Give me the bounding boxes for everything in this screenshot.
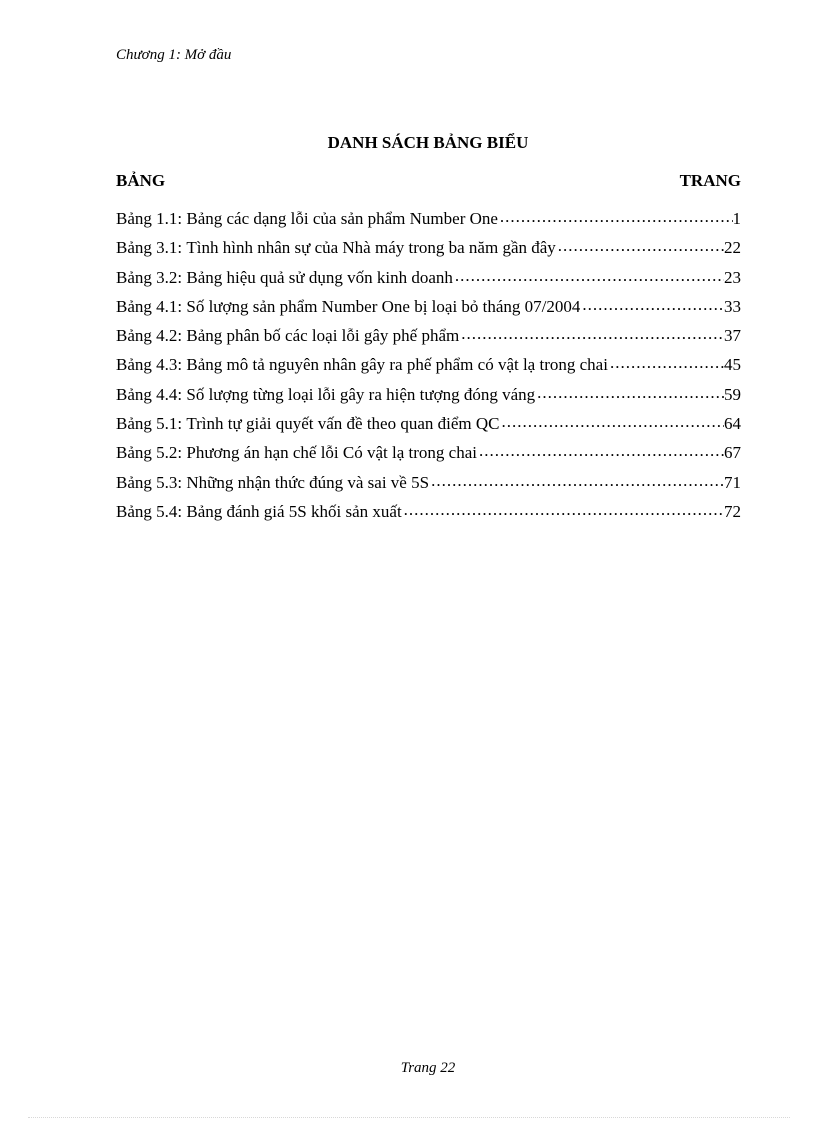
toc-entry[interactable]	[116, 207, 741, 236]
toc-entry-page: 33	[724, 296, 741, 316]
toc-entry[interactable]	[116, 236, 741, 265]
toc-entry[interactable]	[116, 471, 741, 500]
toc-entry[interactable]	[116, 383, 741, 412]
dot-leader	[429, 471, 724, 488]
toc-entry-label: Bảng 4.2:	[116, 326, 183, 346]
toc-entry-page: 72	[724, 501, 741, 521]
toc-entry-title: Số lượng sản phẩm Number One bị loại bỏ tháng 07/2004	[186, 296, 581, 316]
dot-leader	[459, 324, 724, 341]
dot-leader	[477, 441, 724, 458]
toc-entry[interactable]	[116, 441, 741, 470]
toc-entry-label: Bảng 1.1:	[116, 209, 183, 228]
toc-entry-label: Bảng 3.1:	[116, 238, 183, 258]
dot-leader	[498, 207, 733, 224]
page-bottom-divider	[28, 1117, 790, 1118]
dot-leader	[608, 353, 724, 370]
toc-entry-title: Số lượng từng loại lỗi gây ra hiện tượng đóng váng	[186, 384, 536, 404]
toc-entry[interactable]	[116, 500, 741, 529]
toc-entry-label: Bảng 4.4:	[116, 384, 183, 404]
toc-entry-title: Những nhận thức đúng và sai về 5S	[186, 472, 430, 492]
toc-entry-label: Bảng 4.1:	[116, 296, 183, 316]
toc-entry-title: Bảng phân bố các loại lỗi gây phế phẩm	[186, 326, 460, 346]
dot-leader	[402, 500, 724, 517]
toc-entry-title: Phương án hạn chế lỗi Có vật lạ trong chai	[186, 443, 477, 463]
toc-entry-label: Bảng 5.3:	[116, 472, 183, 492]
toc-entry-page: 37	[724, 326, 741, 346]
dot-leader	[556, 236, 724, 253]
toc-entry-label: Bảng 4.3:	[116, 355, 183, 375]
dot-leader	[500, 412, 725, 429]
toc-entry-page: 1	[732, 209, 741, 228]
toc-entry-page: 45	[724, 355, 741, 375]
toc-entry-label: Bảng 5.4:	[116, 501, 183, 521]
toc-entry[interactable]	[116, 353, 741, 382]
dot-leader	[453, 266, 724, 283]
dot-leader	[535, 383, 724, 400]
toc-entry[interactable]	[116, 412, 741, 441]
toc-entry-page: 64	[724, 414, 741, 434]
toc-entry-page: 22	[724, 238, 741, 258]
running-header: Chương 1: Mở đầu	[116, 47, 232, 63]
page-footer: Trang 22	[400, 1060, 456, 1076]
page-title: DANH SÁCH BẢNG BIỂU	[327, 133, 529, 152]
toc-entry-label: Bảng 3.2:	[116, 267, 183, 287]
toc-entry-title: Bảng các dạng lỗi của sản phẩm Number One	[186, 209, 498, 228]
toc-entry-title: Trình tự giải quyết vấn đề theo quan điểm QC	[186, 414, 500, 434]
toc-entry-page: 23	[724, 267, 741, 287]
toc-entry[interactable]	[116, 266, 741, 295]
list-of-tables	[116, 207, 741, 529]
toc-entry-title: Bảng hiệu quả sử dụng vốn kinh doanh	[186, 267, 453, 287]
toc-entry[interactable]	[116, 295, 741, 324]
toc-entry-page: 59	[724, 384, 741, 404]
toc-entry-page: 71	[724, 472, 741, 492]
toc-entry-title: Tình hình nhân sự của Nhà máy trong ba năm gần đây	[186, 238, 556, 258]
toc-entry[interactable]	[116, 324, 741, 353]
column-heading-table: BẢNG	[116, 171, 166, 190]
column-heading-page: TRANG	[679, 171, 741, 190]
toc-entry-label: Bảng 5.2:	[116, 443, 183, 463]
toc-entry-title: Bảng mô tả nguyên nhân gây ra phế phẩm có vật lạ trong chai	[186, 355, 608, 375]
toc-entry-label: Bảng 5.1:	[116, 414, 183, 434]
toc-entry-title: Bảng đánh giá 5S khối sản xuất	[186, 501, 402, 521]
toc-entry-page: 67	[724, 443, 741, 463]
dot-leader	[580, 295, 724, 312]
